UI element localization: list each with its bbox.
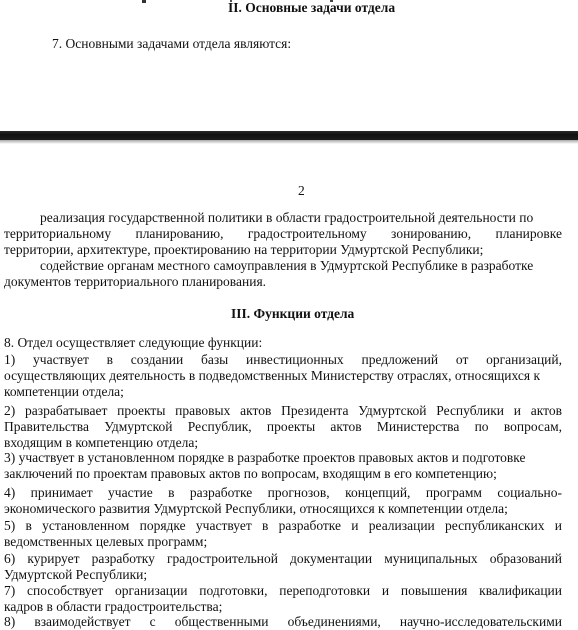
function-line: 7) способствует организации подготовки, переподготовки и повышения квалификации — [4, 583, 562, 598]
function-line: 5) в установленном порядке участвует в разработке и реализации республиканских и — [4, 518, 562, 533]
page-break-divider — [0, 131, 578, 140]
function-line: компетенции отдела; — [4, 384, 124, 399]
function-line: 4) принимает участие в разработке прогнозов, концепций, программ социально- — [4, 485, 562, 500]
section-heading-iii: III. Функции отдела — [231, 306, 355, 321]
function-line: 6) курирует разработку градостроительной документации муниципальных образований — [4, 551, 562, 566]
function-line: заключений по проектам правовых актов по вопросам, входящим в его компетенцию; — [4, 466, 497, 481]
function-line: кадров в области градостроительства; — [4, 599, 223, 614]
section-heading-ii: II. Основные задачи отдела — [228, 0, 396, 15]
task-line: содействие органам местного самоуправления в Удмуртской Республике в разработке — [40, 258, 534, 273]
function-line: 2) разрабатывает проекты правовых актов Президента Удмуртской Республики и актов — [4, 403, 562, 418]
function-line: экономического развития Удмуртской Республики, относящихся к компетенции отдела; — [4, 501, 508, 516]
function-line: 1) участвует в создании базы инвестиционных предложений от организаций, — [4, 352, 562, 367]
function-line: 8) взаимодействует с общественными объединениями, научно-исследовательскими — [4, 614, 562, 629]
item-8-intro: 8. Отдел осуществляет следующие функции: — [4, 335, 263, 350]
task-line: территориальному планированию, градостроительному зонированию, планировке — [4, 226, 562, 241]
function-line: Удмуртской Республики; — [4, 567, 148, 582]
function-line: 3) участвует в установленном порядке в разработке проектов правовых актов и подготовке — [4, 450, 526, 465]
function-line: ведомственных целевых программ; — [4, 534, 208, 549]
function-line: Правительства Удмуртской Республик, проекты актов Министерства по вопросам, — [4, 419, 562, 434]
task-line: территории, архитектуре, проектированию на территории Удмуртской Республики; — [4, 242, 484, 257]
function-line: осуществляющих деятельность в подведомственных Министерству отраслях, относящихся к — [4, 368, 541, 383]
item-7-line: 7. Основными задачами отдела являются: — [52, 36, 292, 51]
page-break-shadow — [0, 140, 578, 144]
task-line: документов территориального планирования. — [4, 274, 267, 289]
task-line: реализация государственной политики в области градостроительной деятельности по — [40, 210, 534, 225]
page-number: 2 — [298, 183, 305, 198]
function-line: входящим в компетенцию отдела; — [4, 435, 199, 450]
